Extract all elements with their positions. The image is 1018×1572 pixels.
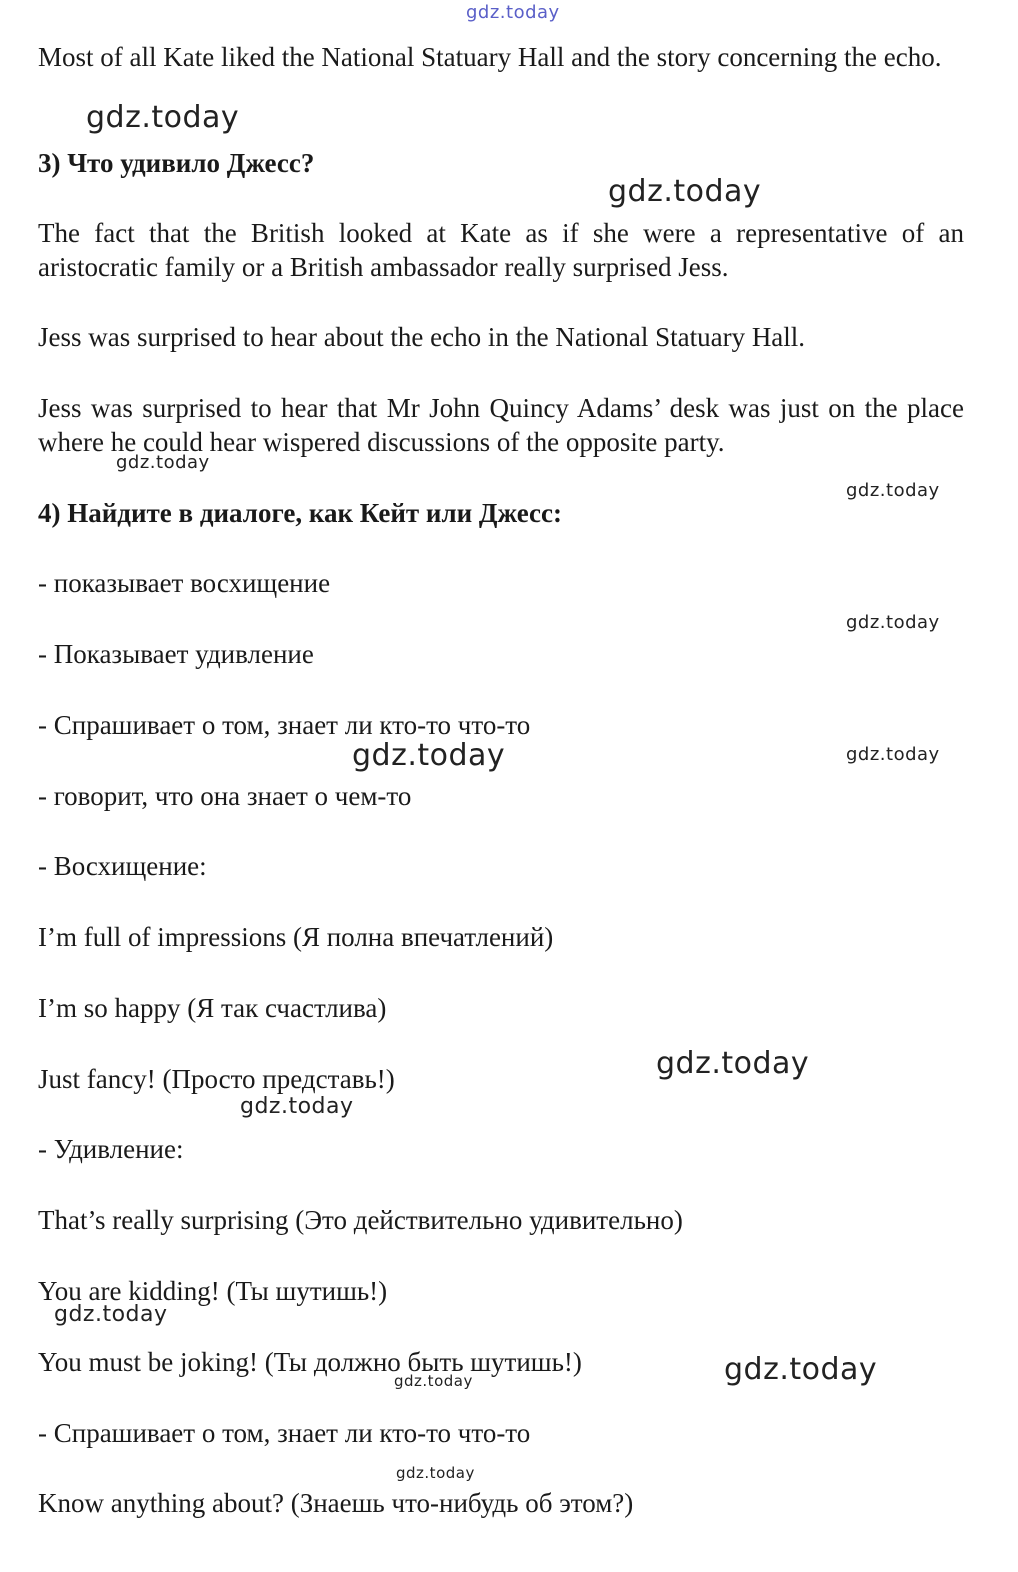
watermark: gdz.today (608, 174, 762, 209)
list-item: - говорит, что она знает о чем-то (38, 781, 412, 811)
answer-paragraph: Jess was surprised to hear that Mr John Quincy Adams’ desk was just on the place where he could hear wispered discussions of the opposite party. (38, 393, 964, 457)
list-item: - показывает восхищение (38, 568, 331, 598)
watermark: gdz.today (846, 744, 940, 765)
answer-paragraph: Jess was surprised to hear about the echo in the National Statuary Hall. (38, 322, 806, 352)
phrase-line: You must be joking! (Ты должно быть шутишь!) (38, 1347, 582, 1377)
phrase-line: I’m full of impressions (Я полна впечатлений) (38, 922, 554, 952)
subheading: - Восхищение: (38, 851, 207, 881)
list-item: - Показывает удивление (38, 639, 314, 669)
phrase-line: You are kidding! (Ты шутишь!) (38, 1276, 388, 1306)
list-item: - Спрашивает о том, знает ли кто-то что-то (38, 710, 531, 740)
answer-paragraph: Most of all Kate liked the National Statuary Hall and the story concerning the echo. (38, 42, 942, 72)
watermark: gdz.today (396, 1464, 475, 1482)
phrase-line: That’s really surprising (Это действительно удивительно) (38, 1205, 683, 1235)
subheading: - Спрашивает о том, знает ли кто-то что-то (38, 1418, 531, 1448)
watermark: gdz.today (240, 1094, 354, 1119)
watermark: gdz.today (466, 2, 560, 23)
phrase-line: Just fancy! (Просто представь!) (38, 1064, 395, 1094)
watermark: gdz.today (116, 452, 210, 473)
watermark: gdz.today (86, 100, 240, 135)
section-heading: 3) Что удивило Джесс? (38, 148, 315, 178)
watermark: gdz.today (352, 738, 506, 773)
watermark: gdz.today (724, 1352, 878, 1387)
phrase-line: Know anything about? (Знаешь что-нибудь об этом?) (38, 1488, 634, 1518)
subheading: - Удивление: (38, 1134, 184, 1164)
watermark: gdz.today (846, 612, 940, 633)
watermark: gdz.today (656, 1046, 810, 1081)
watermark: gdz.today (394, 1372, 473, 1390)
answer-paragraph: The fact that the British looked at Kate as if she were a representative of an aristocratic family or a British ambassador really surprised Jess. (38, 218, 964, 282)
watermark: gdz.today (846, 480, 940, 501)
watermark: gdz.today (54, 1302, 168, 1327)
section-heading: 4) Найдите в диалоге, как Кейт или Джесс: (38, 498, 562, 528)
phrase-line: I’m so happy (Я так счастлива) (38, 993, 387, 1023)
